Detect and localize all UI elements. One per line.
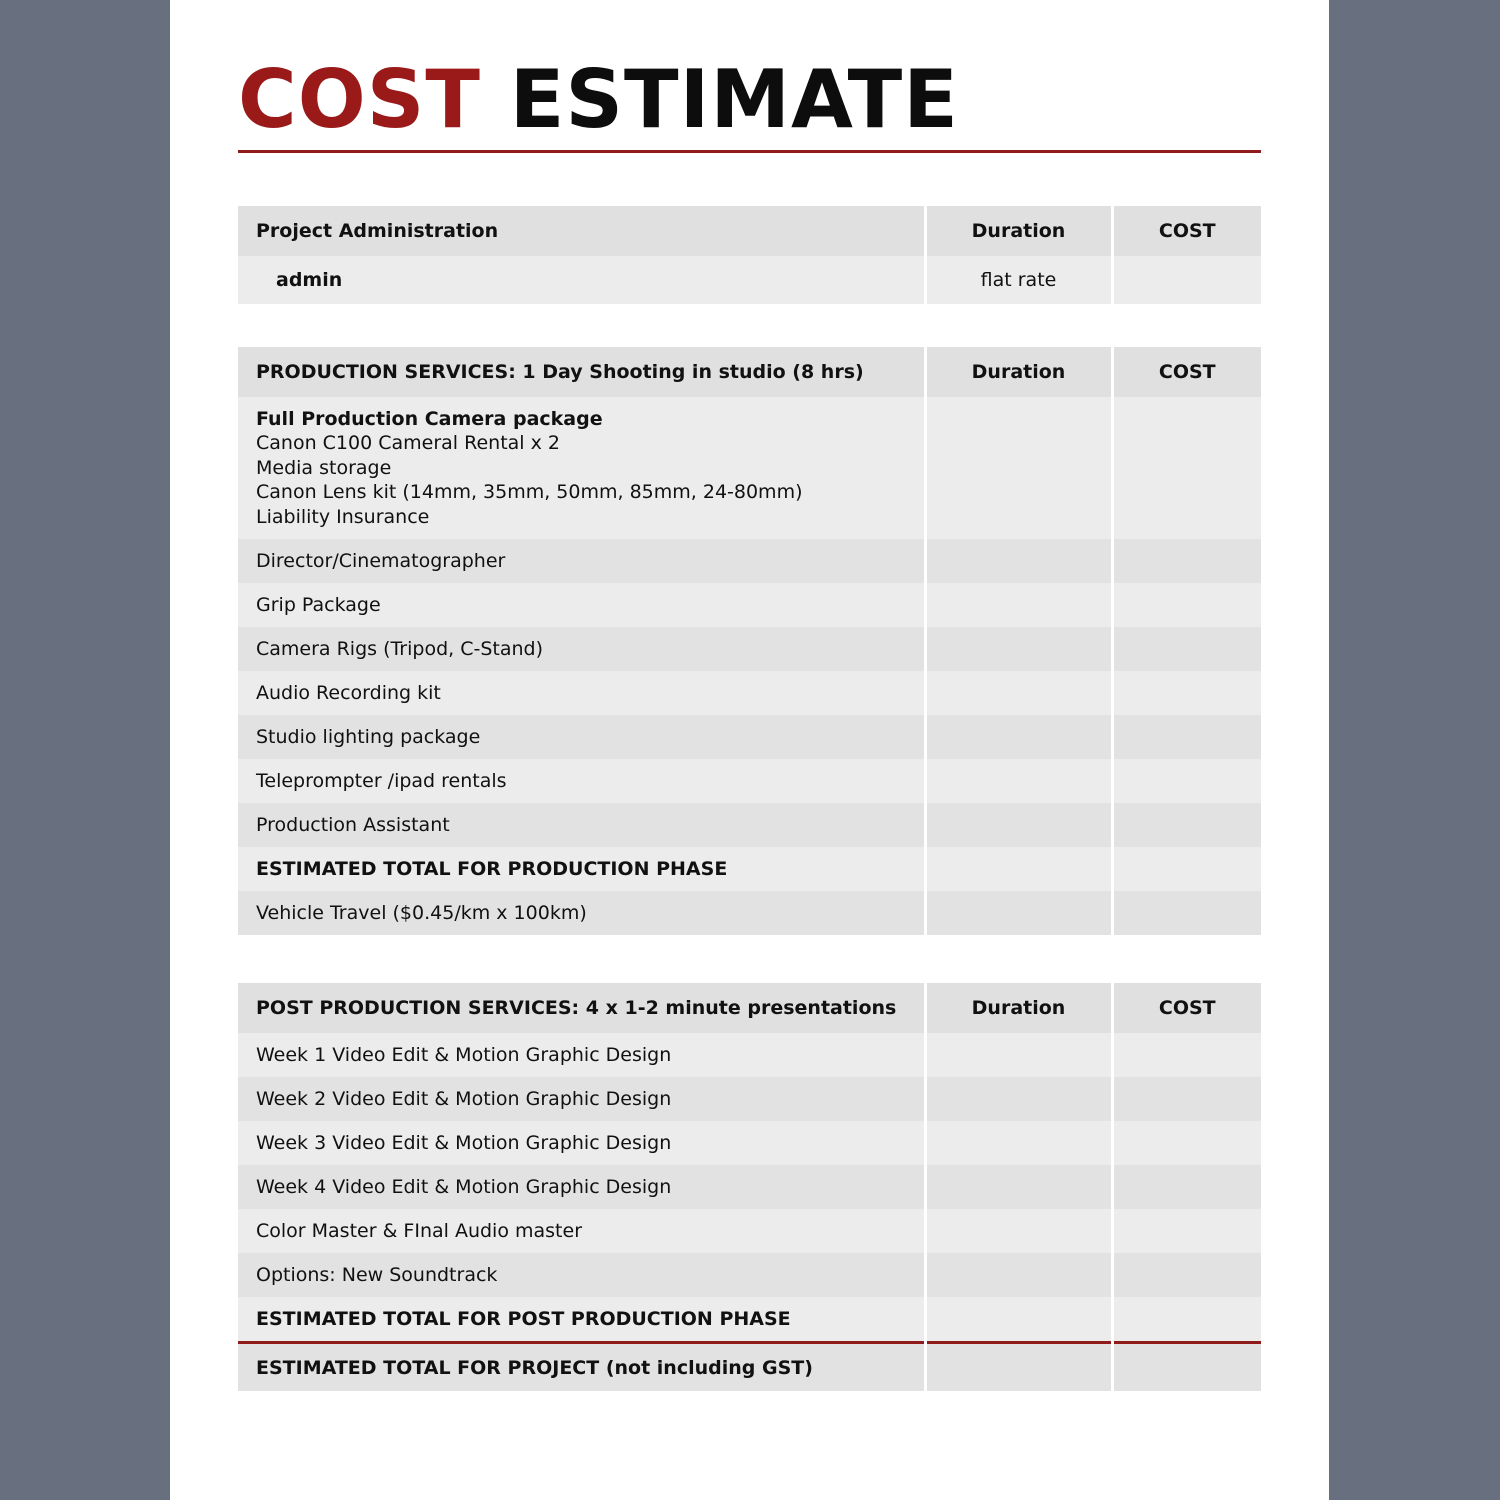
row-duration [925, 1033, 1112, 1077]
grand-total-label: ESTIMATED TOTAL FOR PROJECT (not including GST) [238, 1343, 925, 1392]
row-item: Production Assistant [238, 803, 925, 847]
row-duration [925, 759, 1112, 803]
title-part-estimate: ESTIMATE [509, 53, 959, 146]
post-total-duration [925, 1297, 1112, 1343]
table-row [238, 1253, 1261, 1297]
row-cost [1112, 1209, 1261, 1253]
row-item: Week 3 Video Edit & Motion Graphic Design [238, 1121, 925, 1165]
admin-item: admin [276, 269, 343, 291]
row-duration [925, 627, 1112, 671]
post-total-cost [1112, 1297, 1261, 1343]
camera-package-cell [238, 397, 925, 539]
row-cost [1112, 627, 1261, 671]
document-page [170, 0, 1329, 1500]
production-total-label: ESTIMATED TOTAL FOR PRODUCTION PHASE [238, 847, 925, 891]
row-duration [925, 1165, 1112, 1209]
post-header-item: POST PRODUCTION SERVICES: 4 x 1-2 minute presentations [238, 983, 925, 1033]
production-header-cost: COST [1112, 347, 1261, 397]
table-row [238, 891, 1261, 935]
row-cost [1112, 803, 1261, 847]
admin-header-row [238, 206, 1261, 256]
admin-duration: flat rate [925, 256, 1112, 304]
post-header-cost: COST [1112, 983, 1261, 1033]
row-item: Week 1 Video Edit & Motion Graphic Design [238, 1033, 925, 1077]
row-item: Studio lighting package [238, 715, 925, 759]
post-total-label: ESTIMATED TOTAL FOR POST PRODUCTION PHASE [238, 1297, 925, 1343]
post-header-duration: Duration [925, 983, 1112, 1033]
grand-total-cost [1112, 1343, 1261, 1392]
admin-header-cost: COST [1112, 206, 1261, 256]
camera-package-line: Canon C100 Cameral Rental x 2 [256, 432, 560, 455]
row-item: Director/Cinematographer [238, 539, 925, 583]
table-row [238, 627, 1261, 671]
row-item: Camera Rigs (Tripod, C-Stand) [238, 627, 925, 671]
row-item: Week 4 Video Edit & Motion Graphic Design [238, 1165, 925, 1209]
production-table [238, 347, 1261, 935]
row-cost [1112, 759, 1261, 803]
row-duration [925, 1253, 1112, 1297]
row-cost [1112, 891, 1261, 935]
row-duration [925, 671, 1112, 715]
grand-total-row [238, 1343, 1261, 1392]
row-cost [1112, 1121, 1261, 1165]
row-item: Vehicle Travel ($0.45/km x 100km) [238, 891, 925, 935]
row-item: Color Master & FInal Audio master [238, 1209, 925, 1253]
row-cost [1112, 715, 1261, 759]
row-duration [925, 1209, 1112, 1253]
table-row [238, 583, 1261, 627]
row-duration [925, 539, 1112, 583]
admin-header-duration: Duration [925, 206, 1112, 256]
table-row [238, 1121, 1261, 1165]
camera-package-title: Full Production Camera package [256, 407, 603, 430]
row-duration [925, 891, 1112, 935]
table-row [238, 1033, 1261, 1077]
table-row [238, 1077, 1261, 1121]
row-cost [1112, 1253, 1261, 1297]
table-row [238, 671, 1261, 715]
table-row [238, 1165, 1261, 1209]
row-item: Grip Package [238, 583, 925, 627]
row-cost [1112, 1077, 1261, 1121]
camera-package-duration [925, 397, 1112, 539]
admin-header-item: Project Administration [238, 206, 925, 256]
camera-package-line: Canon Lens kit (14mm, 35mm, 50mm, 85mm, 24-80mm) [256, 481, 803, 504]
camera-package-row [238, 397, 1261, 539]
row-duration [925, 715, 1112, 759]
production-total-cost [1112, 847, 1261, 891]
row-duration [925, 583, 1112, 627]
table-row [238, 539, 1261, 583]
camera-package-line: Liability Insurance [256, 505, 430, 528]
table-row [238, 803, 1261, 847]
row-duration [925, 1077, 1112, 1121]
page-title [238, 52, 959, 148]
row-item: Options: New Soundtrack [238, 1253, 925, 1297]
post-total-row [238, 1297, 1261, 1343]
table-row [238, 715, 1261, 759]
row-item: Week 2 Video Edit & Motion Graphic Design [238, 1077, 925, 1121]
row-item: Teleprompter /ipad rentals [238, 759, 925, 803]
row-cost [1112, 671, 1261, 715]
admin-table [238, 206, 1261, 304]
title-divider [238, 150, 1261, 153]
row-duration [925, 803, 1112, 847]
camera-package-cost [1112, 397, 1261, 539]
row-cost [1112, 1033, 1261, 1077]
production-total-duration [925, 847, 1112, 891]
row-duration [925, 1121, 1112, 1165]
table-row [238, 256, 1261, 304]
row-item: Audio Recording kit [238, 671, 925, 715]
row-cost [1112, 539, 1261, 583]
production-total-row [238, 847, 1261, 891]
post-production-table [238, 983, 1261, 1391]
post-header-row [238, 983, 1261, 1033]
production-header-duration: Duration [925, 347, 1112, 397]
table-row [238, 1209, 1261, 1253]
production-header-item: PRODUCTION SERVICES: 1 Day Shooting in studio (8 hrs) [238, 347, 925, 397]
title-part-cost: COST [238, 53, 481, 146]
camera-package-line: Media storage [256, 456, 392, 479]
row-cost [1112, 583, 1261, 627]
admin-cost [1112, 256, 1261, 304]
table-row [238, 759, 1261, 803]
production-header-row [238, 347, 1261, 397]
grand-total-duration [925, 1343, 1112, 1392]
row-cost [1112, 1165, 1261, 1209]
